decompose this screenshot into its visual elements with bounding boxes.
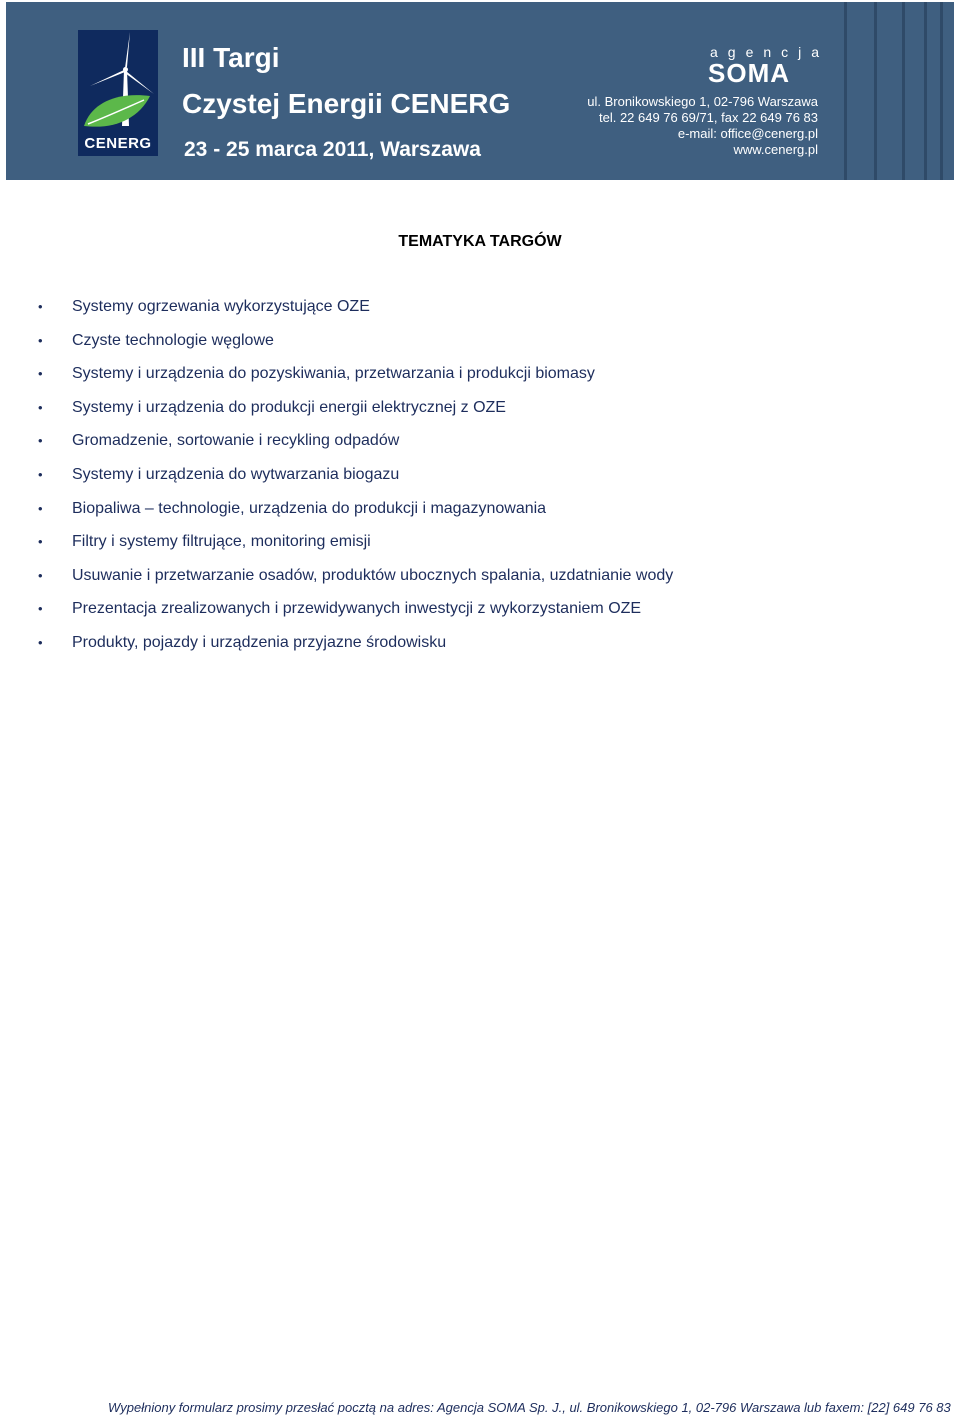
footer-note: Wypełniony formularz prosimy przesłać pocztą na adres: Agencja SOMA Sp. J., ul. Bronikowskiego 1, 02-796 Warszawa lub faxem: [22] 649 76 83 [108, 1400, 951, 1415]
agency-phone: tel. 22 649 76 69/71, fax 22 649 76 83 [598, 110, 818, 125]
agency-website: www.cenerg.pl [733, 142, 818, 157]
bullet-icon: • [38, 399, 43, 415]
agency-email: e-mail: office@cenerg.pl [677, 126, 818, 141]
agency-logo: SOMA [708, 58, 790, 88]
topic-text: Gromadzenie, sortowanie i recykling odpadów [72, 432, 400, 450]
bullet-icon: • [38, 567, 43, 583]
event-dates: 23 - 25 marca 2011, Warszawa [184, 138, 481, 161]
bullet-icon: • [38, 534, 43, 550]
cenerg-logo [78, 30, 158, 156]
bullet-icon: • [38, 299, 43, 314]
topic-text: Systemy i urządzenia do pozyskiwania, przetwarzania i produkcji biomasy [72, 365, 595, 383]
topic-text: Biopaliwa – technologie, urządzenia do produkcji i magazynowania [72, 499, 547, 517]
event-title-line2: Czystej Energii CENERG [182, 88, 511, 119]
topic-text: Systemy i urządzenia do wytwarzania biogazu [72, 465, 400, 483]
topic-text: Systemy ogrzewania wykorzystujące OZE [72, 298, 370, 315]
header-banner [6, 2, 954, 180]
page-heading: TEMATYKA TARGÓW [398, 233, 562, 250]
bullet-icon: • [38, 601, 43, 617]
topic-text: Czyste technologie węglowe [72, 331, 274, 349]
bullet-icon: • [38, 366, 43, 382]
topic-text: Usuwanie i przetwarzanie osadów, produktów ubocznych spalania, uzdatnianie wody [72, 566, 674, 584]
agency-address: ul. Bronikowskiego 1, 02-796 Warszawa [587, 94, 818, 109]
topic-text: Systemy i urządzenia do produkcji energii elektrycznej z OZE [72, 398, 506, 416]
banner-stripe [940, 2, 943, 180]
logo-text: CENERG [84, 135, 152, 152]
agency-label: agencja [710, 44, 830, 60]
bullet-icon: • [38, 634, 43, 650]
banner-stripe [874, 2, 877, 180]
bullet-icon: • [38, 332, 43, 348]
banner-stripe [844, 2, 847, 180]
topic-text: Prezentacja zrealizowanych i przewidywanych inwestycji z wykorzystaniem OZE [72, 600, 642, 618]
bullet-icon: • [38, 466, 43, 482]
banner-stripe [902, 2, 905, 180]
event-title-line1: III Targi [182, 42, 280, 73]
topic-text: Filtry i systemy filtrujące, monitoring emisji [72, 533, 371, 551]
bullet-icon: • [38, 500, 43, 516]
banner-stripe [924, 2, 927, 180]
topic-text: Produkty, pojazdy i urządzenia przyjazne środowisku [72, 633, 447, 651]
bullet-icon: • [38, 433, 43, 449]
